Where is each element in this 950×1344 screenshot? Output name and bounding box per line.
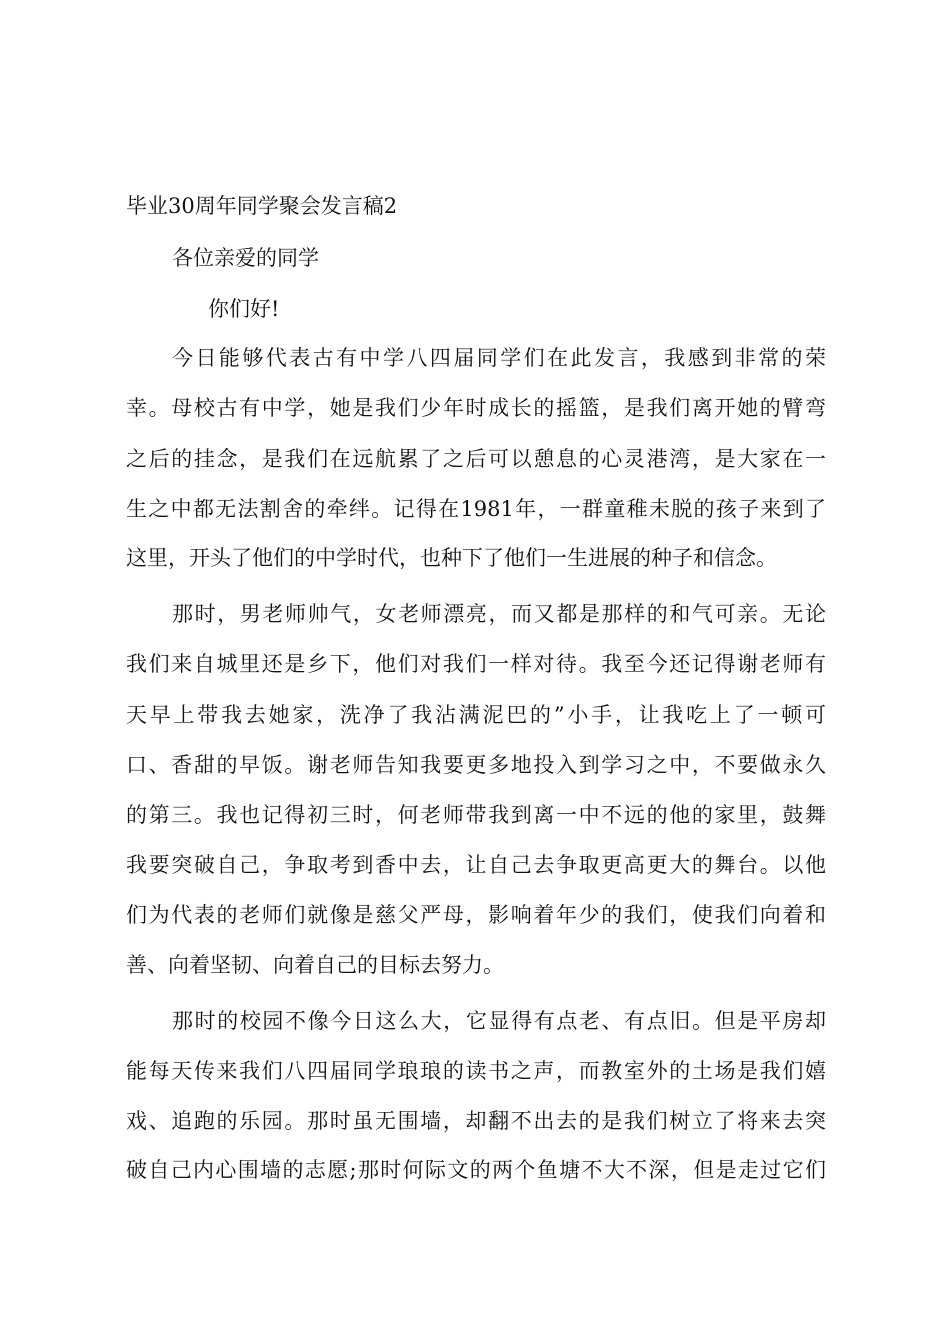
paragraph-2-line: 善、向着坚韧、向着自己的目标去努力。 xyxy=(126,953,504,977)
greeting: 各位亲爱的同学 xyxy=(172,246,319,270)
paragraph-1-line: 幸。母校古有中学，她是我们少年时成长的摇篮，是我们离开她的臂弯 xyxy=(126,396,826,420)
paragraph-2-line: 们为代表的老师们就像是慈父严母，影响着年少的我们，使我们向着和 xyxy=(126,903,826,927)
paragraph-2-line: 口、香甜的早饭。谢老师告知我要更多地投入到学习之中，不要做永久 xyxy=(126,753,826,777)
salutation: 你们好! xyxy=(208,297,280,321)
paragraph-2-line: 我们来自城里还是乡下，他们对我们一样对待。我至今还记得谢老师有 xyxy=(126,652,826,676)
paragraph-1-line: 之后的挂念，是我们在远航累了之后可以憩息的心灵港湾，是大家在一 xyxy=(126,447,826,471)
paragraph-3-line: 破自己内心围墙的志愿;那时何际文的两个鱼塘不大不深，但是走过它们 xyxy=(126,1158,826,1182)
paragraph-2-line: 那时，男老师帅气，女老师漂亮，而又都是那样的和气可亲。无论 xyxy=(172,602,826,626)
paragraph-3-line: 能每天传来我们八四届同学琅琅的读书之声，而教室外的土场是我们嬉 xyxy=(126,1059,826,1083)
document-title: 毕业30周年同学聚会发言稿2 xyxy=(126,194,398,218)
paragraph-3-line: 戏、追跑的乐园。那时虽无围墙，却翻不出去的是我们树立了将来去突 xyxy=(126,1109,826,1133)
paragraph-2-line: 我要突破自己，争取考到香中去，让自己去争取更高更大的舞台。以他 xyxy=(126,853,826,877)
paragraph-1-line: 今日能够代表古有中学八四届同学们在此发言，我感到非常的荣 xyxy=(172,346,826,370)
paragraph-1-line: 这里，开头了他们的中学时代，也种下了他们一生进展的种子和信念。 xyxy=(126,546,777,570)
paragraph-3-line: 那时的校园不像今日这么大，它显得有点老、有点旧。但是平房却 xyxy=(172,1009,826,1033)
paragraph-1-line: 生之中都无法割舍的牵绊。记得在1981年，一群童稚未脱的孩子来到了 xyxy=(126,497,826,521)
paragraph-2-line: 天早上带我去她家，洗净了我沾满泥巴的”小手，让我吃上了一顿可 xyxy=(126,703,826,727)
paragraph-2-line: 的第三。我也记得初三时，何老师带我到离一中不远的他的家里，鼓舞 xyxy=(126,803,826,827)
